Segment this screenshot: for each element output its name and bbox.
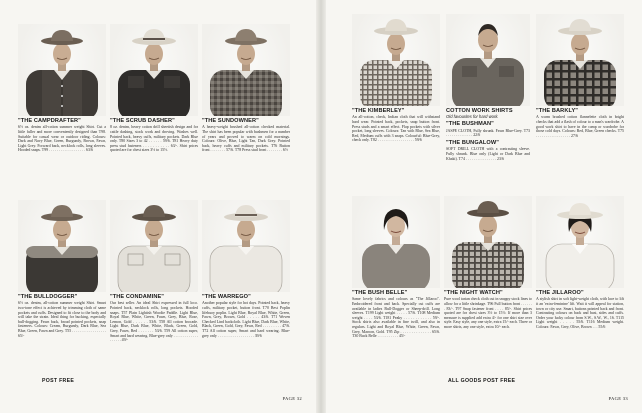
- page-gutter: [316, 0, 326, 413]
- item-title: "THE BULLDOGGER": [18, 294, 78, 300]
- photo-man-in-hat: [352, 14, 440, 106]
- item-title: "THE SUNDOWNER": [202, 118, 259, 124]
- page-number: PAGE 32: [282, 396, 302, 401]
- catalogue-item-cotton-work-shirts: [446, 14, 530, 161]
- photo-man-in-hat: [536, 14, 624, 106]
- catalogue-item-bulldogger: [18, 200, 106, 338]
- item-title: "THE BARKLY": [536, 108, 579, 114]
- page-number: PAGE 33: [608, 396, 628, 401]
- item-description: A stylish shirt in soft light-weight cloth, with lace to lift it an 'extra-feminine' lift. Wait it will appeal for station, town or city use. Smart, buttons pointed back and front. Contrasting colours on back and bust, sides and cuffs. Order your lucky colour from S.W., S.W., W., 16. T115 Light weight . . . . . 55/6. T116 Medium weight. Colours: Fawn, Grey, Olive, Brown . . . 55/6: [536, 297, 624, 329]
- item-title: "THE NIGHT WATCH": [444, 290, 503, 296]
- catalogue-item-scrub-dasher: [110, 24, 198, 153]
- section-heading: COTTON WORK SHIRTS: [446, 108, 513, 114]
- catalogue-item-campdrafter: [18, 24, 106, 153]
- item-description: Pure wool tartan check cloth cut in snappy stock lines to allow for a little shrinkage. T96 Full button front . . . . . . . 83/-. T97 Snap fastener front . . . . 85/-. Shirt prices quoted are for chest sizes 3½ to 15½. If more than 3 measure is supplied add extra 4/- for one shirt size over style. Easy style, any one style, extra 15/- each. Three or more shirts, any one style, extra 10/- each.: [444, 297, 532, 329]
- photo-man-in-hat: [110, 200, 198, 292]
- item-title: "THE BUNGALOW": [446, 140, 500, 146]
- item-description: JASPE CLOTH, Fully shrunk. Fawn Blue-Grey. T73 . . . . . . . . . . . . . . 22/6: [446, 128, 530, 138]
- item-description: An all-cotton, check, Indian cloth that will withstand hard wear. Pointed back, pockets, snap button front. Press studs and a smart effect. Flap pockets with silver pocket, long sleeves. Colours: Tan with Blue, Sea Blue, Red, Medium cuffs with 3 snaps. Colourful: Blue-Grey, check only. T82 . . . . . . . . . . . . . . . . . . . 59/6: [352, 115, 440, 143]
- item-title: "THE SCRUB DASHER": [110, 118, 175, 124]
- item-title: "THE CAMPDRAFTER": [18, 118, 81, 124]
- catalogue-item-jillaroo: [536, 196, 624, 330]
- item-description: Same lovely fabrics and colours as "The Jillaroo". Embroidered front and back. Specially cut cuffs are available in ladies Bull-Dogger or Sheep-drill. Long sleeves. T199 Light weight . . . . . 57/6. T108 Medium weight . . . . 53/6. T181 Peaky . . . . . . . . . . . . 59/-. Stock shirts also available in fine twill, and also in regulars. Light and Royal Blue, White, Green, Fawn, Grey, Maroon, Gold. T95 Zip . . . . . . . . . . . . . . 65/6. T30 Buck Belle . . . . . . . . . . . 45/-: [352, 297, 440, 339]
- catalogue-item-warrego: [202, 200, 290, 338]
- photo-man-in-hat: [202, 24, 290, 116]
- photo-woman: [352, 196, 440, 288]
- item-description: Our best seller. An ideal Shirt expressed in full loco. Pointed back, necklock rolls, long pockets. Hooded snaps. T57 Plain Lightish Woodie Paddle. Light Blue, Royal Blue, White, Green, Fawn, Grey, Blue, Rose, Lemon, Gold . . . . . . 53/6. T58 All cotton brocade. Light Blue, Dark Blue, White, Black, Green, Gold, Grey, Fawn, Red . . . . . . . 53/6. T59 All cotton super, Smart and hard wearing. Blue-grey only . . . . . . . . . . . . . . . . . . . 49/-: [110, 301, 198, 343]
- item-description: A heavy-weight brushed all-cotton checked material. The shirt has been popular with bushmen for a number of years and proved to warm on cold mornings. Colours: Olive, Blue, Light Tan, Dark Grey. Pointed back, heavy cuffs and military pockets. T76 Button front . . . . . . . . 57/6. T78 Press stud front . . . . . . . . 6½: [202, 125, 290, 153]
- catalogue-item-condamine: [110, 200, 198, 343]
- item-description: 6½ oz. denim, all-cotton summer weight Shirt. Smart two-tone effect is achieved by trimming cloth of same pockets and cuffs. Designed to fit close to the body and will take the strain. Ideal thing for bucking, especially bull-dogging. Fawn back, broad pointed pockets, snap fasteners. Colours: Cream, Burgundy, Dark Blue, Sea Blue, Green, Fawn and Grey. T55 . . . . . . . . . . . . . . . . . 65/-: [18, 301, 106, 338]
- photo-man-bare-head: [446, 14, 530, 106]
- photo-man-in-hat: [18, 200, 106, 292]
- item-title: "THE WARREGO": [202, 294, 251, 300]
- item-title: "THE JILLAROO": [536, 290, 584, 296]
- photo-man-in-hat: [110, 24, 198, 116]
- catalogue-item-sundowner: [202, 24, 290, 153]
- left-page: [0, 0, 316, 413]
- photo-man-in-hat: [202, 200, 290, 292]
- section-subheading: Old favourites for hard work.: [446, 114, 499, 120]
- post-free-note: POST FREE: [42, 378, 75, 384]
- catalogue-item-barkly: [536, 14, 624, 138]
- item-description: 6½ oz. denim all-cotton summer weight Shirt. Cut a little fuller and more conveniently designed than T98. Suitable for casual wear or outdoor riding. Colours: Dark and Navy Blue, Green, Burgundy, Brown, Fawn, Light Grey. Forward back, necklock rolls, long sleeves. Hooded snaps. T99 . . . . . . . . . . . . . . . . . . . 63/6: [18, 125, 106, 153]
- item-description: 8 oz. denim, heavy cotton drill sheetish design and for cattle dashing, stock work and droving. Washes well. Pointed back, heavy cuffs, military pockets. Dark Blue only. T80 Sizes 3 to 42 . . . . . . 59/6. T81 Heavy duty press stud fasteners . . . . . . . . . . . 63/-. Shirt prices quoted are for chest sizes 3½ to 15½.: [110, 125, 198, 153]
- all-goods-post-free-note: ALL GOODS POST FREE: [448, 378, 516, 384]
- catalogue-item-kimberley: [352, 14, 440, 143]
- item-description: A warm brushed cotton flannelette cloth in bright checks that add a flash of colour to a man's wardrobe. A good work shirt to have in the camp or wardrobe for those cold days. Colours: Red, Blue, Green checks. T75 . . . . . . . . . . . . . . . . . . 27/6: [536, 115, 624, 138]
- photo-man-in-hat: [18, 24, 106, 116]
- photo-man-in-hat: [444, 196, 532, 288]
- item-title: "THE BUSH BELLE": [352, 290, 408, 296]
- item-title: "THE KIMBERLEY": [352, 108, 405, 114]
- catalogue-item-bush-belle: [352, 196, 440, 339]
- item-description: SOFT DRILL CLOTH with a contrasting sleeve. Fully shrunk. Blue only (Light or Dark Blue and Khaki). T74 . . . . . . . . . . . . . . . . 23/6: [446, 147, 530, 161]
- item-description: Another popular style for hot days. Pointed back, heavy cuffs, military pocket, button front. T70 Best Poplin lifebuoy poplin. Light Blue, Royal Blue, White, Green, Fawn, Grey, Brown, Gold . . . . . 43/6. T71 Woven Checked Lind backcloth. Light Blue, Dark Blue, White, Black, Green, Gold, Grey, Fawn, Red . . . . . . . . . 47/6. T72 All cotton super, Smart and hard wearing. Blue-grey only . . . . . . . . . . . . . . . . . . . 39/6: [202, 301, 290, 338]
- right-page: [326, 0, 642, 413]
- item-title: "THE BUSHMAN": [446, 121, 494, 128]
- item-title: "THE CONDAMINE": [110, 294, 165, 300]
- catalogue-item-night-watch: [444, 196, 532, 330]
- photo-woman-in-hat: [536, 196, 624, 288]
